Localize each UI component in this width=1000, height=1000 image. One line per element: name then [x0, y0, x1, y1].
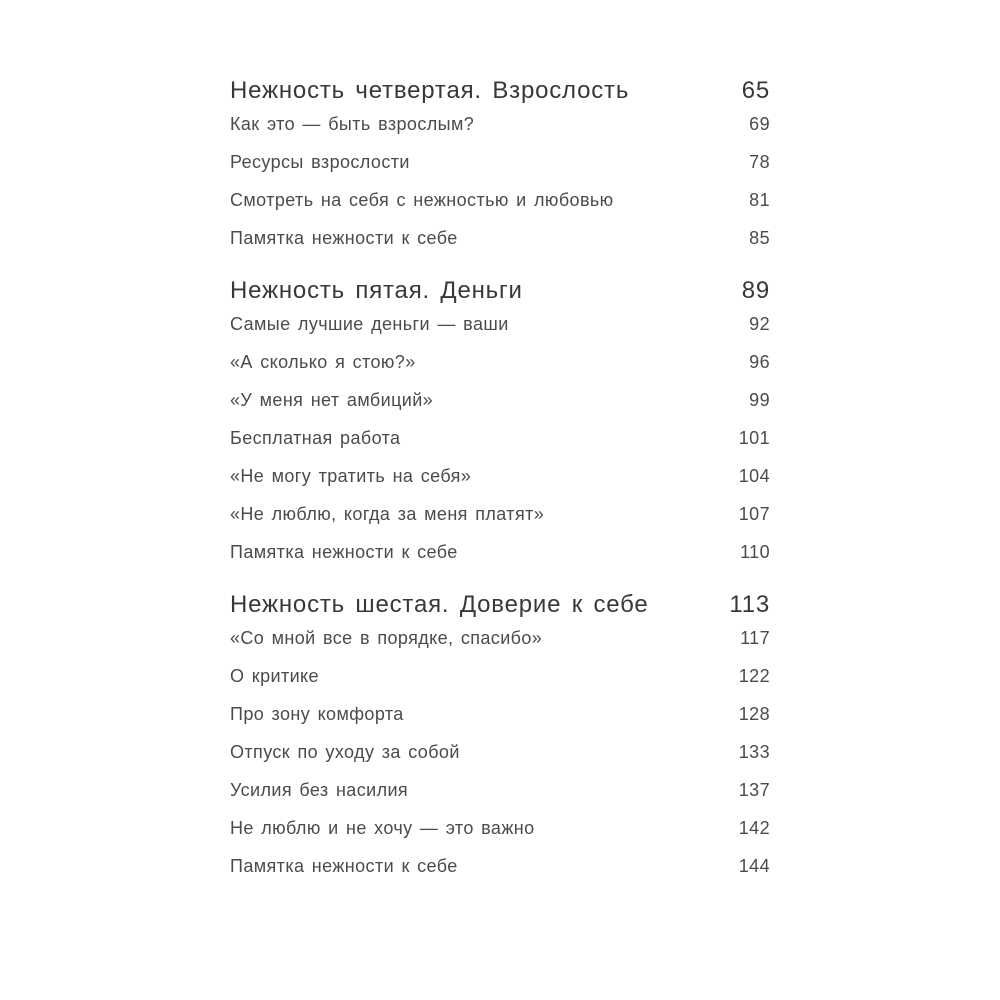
entry-title: Про зону комфорта: [230, 704, 404, 724]
toc-entry: [230, 191, 770, 209]
toc-entry: [230, 153, 770, 171]
toc-section: [230, 78, 770, 247]
section-page-number: 113: [729, 591, 770, 618]
entry-page-number: 69: [749, 114, 770, 134]
entry-page-number: 133: [738, 742, 770, 762]
entry-page-number: 117: [740, 628, 770, 648]
entry-page-number: 85: [749, 228, 770, 248]
toc-entry: [230, 781, 770, 799]
entry-title: Усилия без насилия: [230, 780, 409, 800]
entry-title: «У меня нет амбиций»: [230, 390, 434, 410]
toc-entry: [230, 705, 770, 723]
entry-title: «Не люблю, когда за меня платят»: [230, 504, 545, 524]
entry-page-number: 81: [749, 190, 770, 210]
toc-entry: [230, 629, 770, 647]
entry-page-number: 78: [749, 152, 770, 172]
entry-title: О критике: [230, 666, 319, 686]
entry-title: Памятка нежности к себе: [230, 228, 458, 248]
table-of-contents: [230, 78, 770, 875]
toc-entry: [230, 467, 770, 485]
entry-page-number: 137: [738, 780, 770, 800]
entry-title: Ресурсы взрослости: [230, 152, 410, 172]
entry-page-number: 92: [749, 314, 770, 334]
section-page-number: 65: [741, 77, 770, 104]
toc-entry: [230, 353, 770, 371]
toc-section-heading: [230, 78, 770, 104]
toc-entry: [230, 229, 770, 247]
toc-entry: [230, 115, 770, 133]
entry-title: Бесплатная работа: [230, 428, 401, 448]
toc-section-items: [230, 115, 770, 247]
toc-entry: [230, 543, 770, 561]
entry-page-number: 142: [738, 818, 770, 838]
entry-page-number: 122: [738, 666, 770, 686]
toc-section: [230, 278, 770, 561]
entry-title: Как это — быть взрослым?: [230, 114, 475, 134]
toc-section-items: [230, 629, 770, 875]
toc-section-items: [230, 315, 770, 561]
entry-title: «Не могу тратить на себя»: [230, 466, 472, 486]
toc-entry: [230, 819, 770, 837]
entry-title: Памятка нежности к себе: [230, 542, 458, 562]
entry-title: Самые лучшие деньги — ваши: [230, 314, 509, 334]
section-title: Нежность шестая. Доверие к себе: [230, 591, 649, 618]
toc-entry: [230, 315, 770, 333]
entry-title: Смотреть на себя с нежностью и любовью: [230, 190, 614, 210]
entry-page-number: 99: [749, 390, 770, 410]
section-title: Нежность четвертая. Взрослость: [230, 77, 630, 104]
entry-title: «А сколько я стою?»: [230, 352, 416, 372]
section-title: Нежность пятая. Деньги: [230, 277, 523, 304]
toc-section: [230, 592, 770, 875]
toc-section-heading: [230, 592, 770, 618]
entry-title: Памятка нежности к себе: [230, 856, 458, 876]
toc-entry: [230, 743, 770, 761]
toc-section-heading: [230, 278, 770, 304]
entry-title: Не люблю и не хочу — это важно: [230, 818, 535, 838]
entry-page-number: 107: [738, 504, 770, 524]
entry-page-number: 101: [738, 428, 770, 448]
section-page-number: 89: [741, 277, 770, 304]
entry-page-number: 110: [740, 542, 770, 562]
entry-page-number: 144: [738, 856, 770, 876]
toc-entry: [230, 667, 770, 685]
entry-page-number: 104: [738, 466, 770, 486]
toc-entry: [230, 391, 770, 409]
entry-page-number: 128: [738, 704, 770, 724]
toc-entry: [230, 429, 770, 447]
entry-title: «Со мной все в порядке, спасибо»: [230, 628, 543, 648]
entry-title: Отпуск по уходу за собой: [230, 742, 460, 762]
toc-entry: [230, 857, 770, 875]
entry-page-number: 96: [749, 352, 770, 372]
toc-entry: [230, 505, 770, 523]
